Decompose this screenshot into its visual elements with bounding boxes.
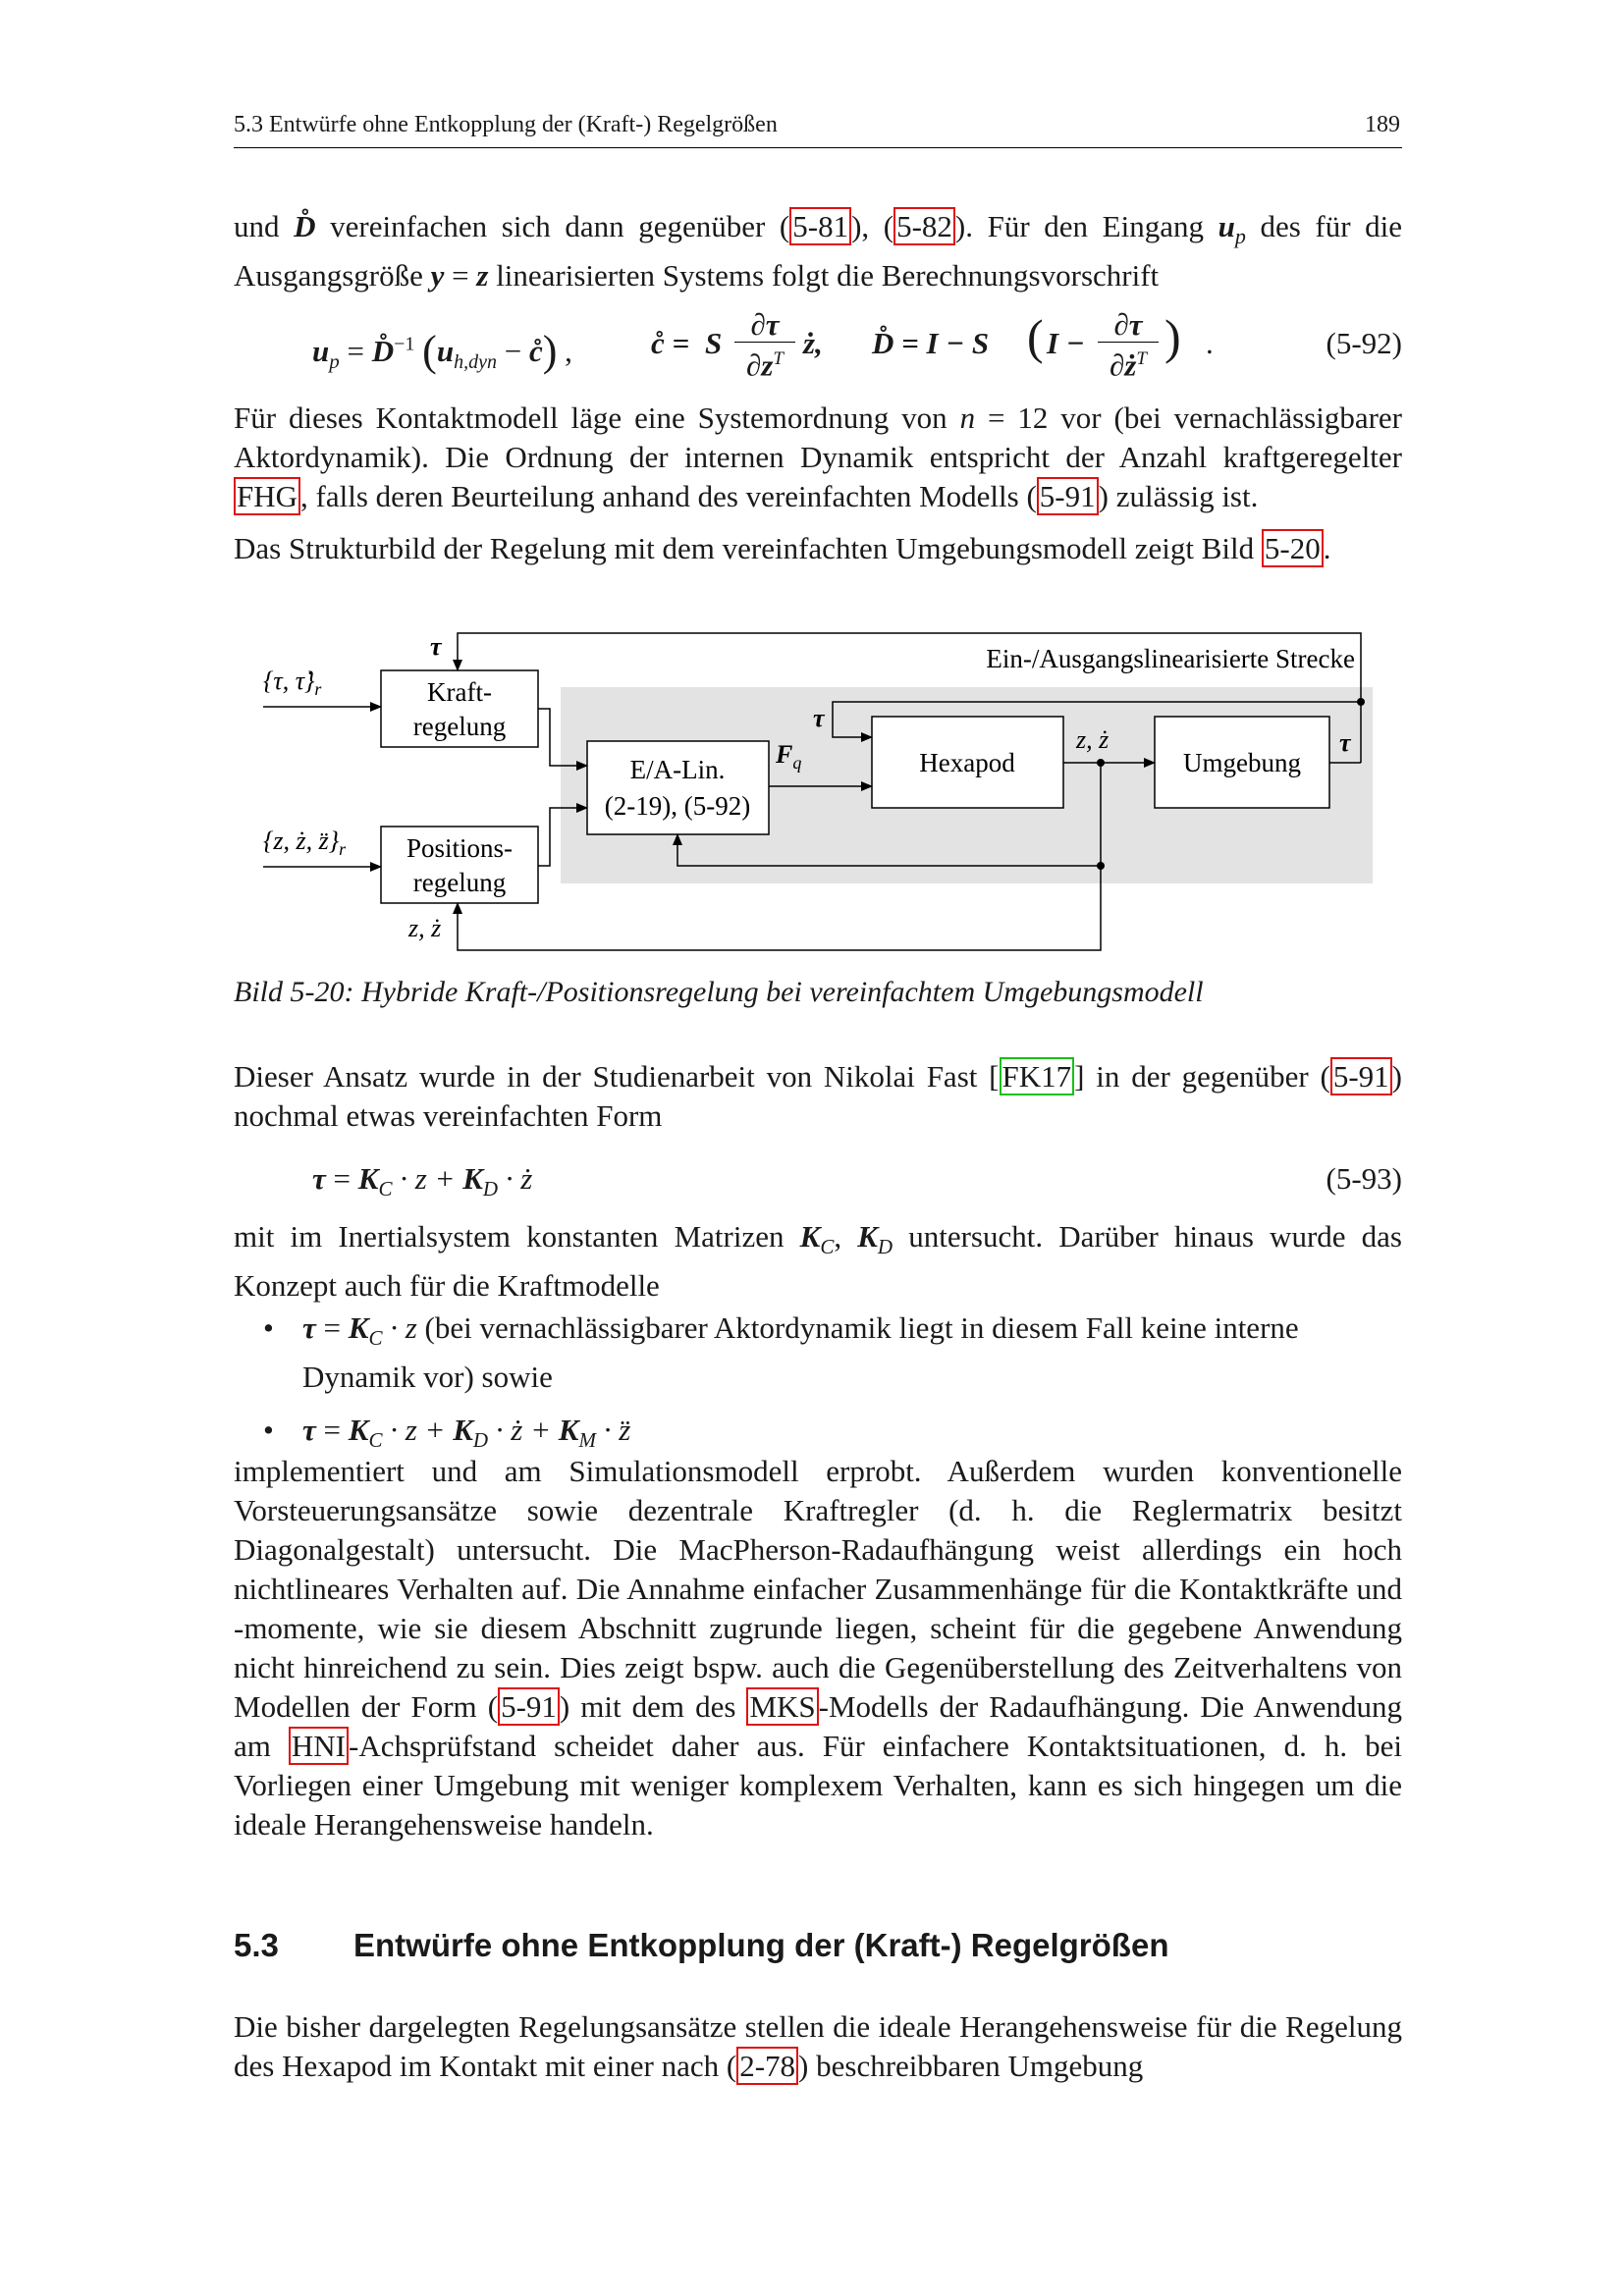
equation-number: (5-92) [1326, 326, 1402, 360]
paragraph-5: mit im Inertialsystem konstanten Matrizen $K_C$, $K_D$ untersucht. Darüber hinaus wurde das Konzept auch für die Kraftmodelle [234, 1219, 1402, 1304]
header-section-title: 5.3 Entwürfe ohne Entkopplung der (Kraft-) Regelgrößen [234, 112, 778, 137]
glossary-link[interactable]: HNI [289, 1727, 349, 1765]
equation-5-93: $\tau = K_C \cdot z + K_D$ · ż (5-93) [312, 1161, 1402, 1201]
paragraph-1: und D̊ vereinfachen sich dann gegenüber (5-81), (5-82). Für den Eingang $u_p$ des für die Ausgangsgröße y = z linearisierten Systems folgt die Berechnungsvorschrift [234, 209, 1403, 294]
section-title: Entwürfe ohne Entkopplung der (Kraft-) Regelgrößen [353, 1927, 1169, 1963]
svg-text:Hexapod: Hexapod [919, 748, 1015, 777]
force-hexapod-label: τ [813, 704, 825, 732]
svg-text:E/A-Lin.: E/A-Lin. [629, 755, 726, 784]
equation-link[interactable]: 5-81 [789, 207, 851, 245]
svg-text:regelung: regelung [412, 868, 507, 897]
force-reference-label: {τ, $\tau̇\}_r$ [263, 667, 322, 699]
section-number: 5.3 [234, 1927, 279, 1963]
paragraph-3: Das Strukturbild der Regelung mit dem vereinfachten Umgebungsmodell zeigt Bild 5-20. [234, 531, 1331, 565]
svg-text:Kraft-: Kraft- [427, 677, 492, 707]
svg-text:(2-19), (5-92): (2-19), (5-92) [604, 791, 751, 821]
equation-5-92: $u_p$ = D̊$^{-1}$ ($u_{h,dyn}$ − c̊) , c̊ = S ∂τ $\partial z^T$ ż, D̊ = I − S ( I − ∂τ $\partial ż^T$ ) . (5-92) [312, 307, 1402, 383]
equation-link[interactable]: 5-82 [893, 207, 955, 245]
glossary-link[interactable]: MKS [746, 1687, 818, 1726]
svg-text:Positions-: Positions- [406, 833, 514, 863]
equation-link[interactable]: 5-91 [498, 1687, 560, 1726]
position-reference-label: {z, ż, $z̈\}_r$ [263, 827, 347, 859]
section-heading [234, 1927, 1168, 1964]
paragraph-7: Die bisher dargelegten Regelungsansätze stellen die ideale Herangehensweise für die Regelung des Hexapod im Kontakt mit einer nach (2-78) beschreibbaren Umgebung [234, 2009, 1402, 2083]
paragraph-2: Für dieses Kontaktmodell läge eine Systemordnung von n = 12 vor (bei vernachlässigbarer Aktordynamik). Die Ordnung der internen Dynamik entspricht der Anzahl kraftgeregelter FHG, falls deren Beurteilung anhand des vereinfachten Modells (5-91) zulässig ist. [234, 400, 1403, 513]
plant-label: Ein-/Ausgangslinearisierte Strecke [986, 644, 1355, 673]
paragraph-4: Dieser Ansatz wurde in der Studienarbeit von Nikolai Fast [FK17] in der gegenüber (5-91) nochmal etwas vereinfachten Form [234, 1059, 1402, 1133]
force-model-list [263, 1308, 1402, 1473]
list-item: • $\tau = K_C \cdot z$ (bei vernachlässigbarer Aktordynamik liegt in diesem Fall keine interne Dynamik vor) sowie [263, 1308, 1402, 1397]
figure-caption: Bild 5-20: Hybride Kraft-/Positionsregelung bei vereinfachtem Umgebungsmodell [234, 976, 1204, 1008]
equation-link[interactable]: 2-78 [736, 2047, 798, 2085]
actuator-force-label: $F_q$ [776, 740, 802, 773]
running-header [234, 112, 1402, 148]
svg-text:regelung: regelung [412, 712, 507, 741]
pose-feedback-label: z, ż [408, 914, 442, 942]
glossary-link[interactable]: FHG [234, 477, 300, 515]
force-output-label: τ [1339, 728, 1351, 757]
svg-text:Umgebung: Umgebung [1183, 748, 1301, 777]
force-feedback-label: τ [430, 632, 442, 661]
equation-link[interactable]: 5-91 [1037, 477, 1099, 515]
block-diagram [234, 618, 1402, 962]
equation-link[interactable]: 5-91 [1330, 1057, 1392, 1095]
paragraph-6: implementiert und am Simulationsmodell erprobt. Außerdem wurden konventionelle Vorsteuerungsansätze sowie dezentrale Kraftregler (d. h. die Reglermatrix besitzt Diagonalgestalt) untersucht. Die MacPherson-Radaufhängung weist allerdings ein hoch nichtlineares Verhalten auf. Die Annahme einfacher Zusammenhänge für die Kontaktkräfte und -momente, wie sie diesem Abschnitt zugrunde liegen, scheint für die gegebene Anwendung nicht hinreichend zu sein. Dies zeigt bspw. auch die Gegenüberstellung des Zeitverhaltens von Modellen der Form (5-91) mit dem des MKS-Modells der Radaufhängung. Die Anwendung am HNI-Achsprüfstand scheidet daher aus. Für einfachere Kontaktsituationen, d. h. bei Vorliegen einer Umgebung mit weniger komplexem Verhalten, kann es sich hingegen um die ideale Herangehensweise handeln. [234, 1454, 1403, 1842]
equation-number: (5-93) [1326, 1161, 1402, 1196]
page-number: 189 [1365, 112, 1400, 137]
pose-signal-label: z, ż [1076, 725, 1110, 754]
list-item: • $\tau = K_C \cdot z + K_D$ · ż + $K_M$ · z̈ [263, 1411, 1402, 1460]
citation-link[interactable]: FK17 [1000, 1057, 1075, 1095]
figure-link[interactable]: 5-20 [1262, 529, 1324, 567]
